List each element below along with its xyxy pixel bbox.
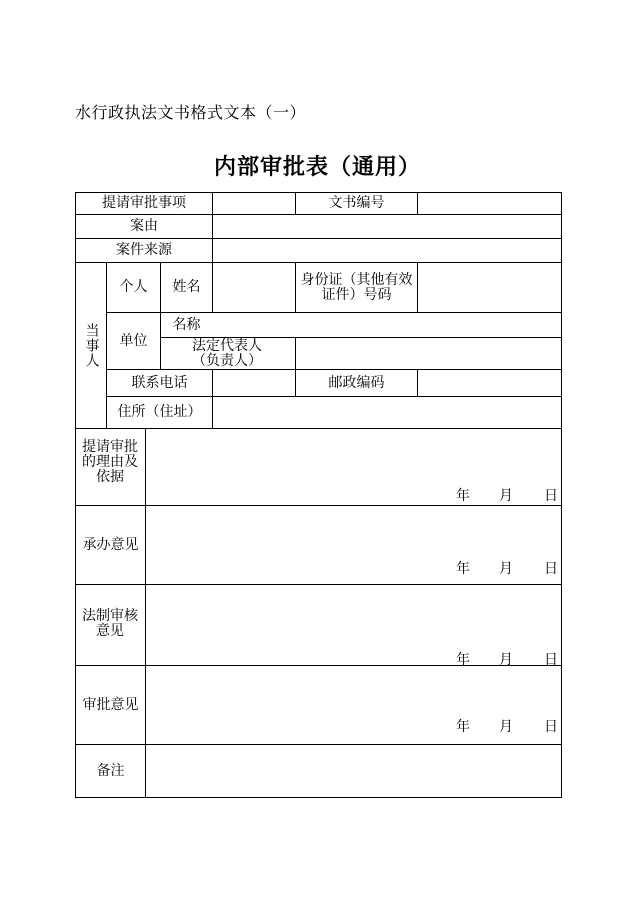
- doc-number-label: 文书编号: [328, 195, 385, 211]
- column-divider: [417, 192, 418, 214]
- column-divider: [212, 192, 213, 262]
- name-label: 姓名: [172, 279, 201, 295]
- row-divider: [75, 505, 561, 506]
- column-divider: [295, 337, 296, 369]
- case-source-label: 案件来源: [116, 242, 172, 258]
- row-divider: [75, 428, 561, 429]
- party-label: 当事人: [83, 323, 100, 368]
- table-border-right: [561, 192, 562, 797]
- form-title: 内部审批表（通用）: [213, 155, 421, 180]
- row-divider: [75, 584, 561, 585]
- day-label: 日: [544, 488, 558, 504]
- table-border-bottom: [75, 797, 562, 798]
- column-divider: [145, 428, 146, 797]
- handler-opinion-label: 承办意见: [82, 536, 139, 553]
- column-divider: [417, 369, 418, 396]
- column-divider: [212, 369, 213, 428]
- remarks-label: 备注: [96, 762, 125, 779]
- day-label: 日: [544, 719, 558, 735]
- row-divider: [75, 665, 561, 666]
- legal-rep-label: 法定代表人（负责人）: [192, 337, 262, 369]
- postcode-label: 邮政编码: [328, 374, 385, 391]
- unit-label: 单位: [119, 332, 148, 349]
- individual-label: 个人: [119, 279, 148, 295]
- request-item-label: 提请审批事项: [102, 195, 186, 211]
- case-reason-label: 案由: [130, 218, 158, 234]
- day-label: 日: [544, 561, 558, 577]
- month-label: 月: [499, 561, 513, 577]
- month-label: 月: [499, 652, 513, 668]
- year-label: 年: [456, 652, 470, 668]
- year-label: 年: [456, 561, 470, 577]
- year-label: 年: [456, 488, 470, 504]
- id-card-label: 身份证（其他有效证件）号码: [300, 271, 413, 303]
- reason-basis-label: 提请审批的理由及依据: [82, 439, 138, 485]
- year-label: 年: [456, 719, 470, 735]
- day-label: 日: [544, 652, 558, 668]
- month-label: 月: [499, 488, 513, 504]
- month-label: 月: [499, 719, 513, 735]
- column-divider: [417, 262, 418, 312]
- address-label: 住所（住址）: [117, 404, 202, 420]
- row-divider: [75, 744, 561, 745]
- legal-review-label: 法制审核意见: [82, 608, 138, 639]
- document-series-header: 水行政执法文书格式文本（一）: [75, 103, 307, 122]
- org-name-label: 名称: [172, 316, 201, 333]
- phone-label: 联系电话: [131, 374, 188, 391]
- approval-opinion-label: 审批意见: [82, 696, 139, 713]
- column-divider: [212, 262, 213, 312]
